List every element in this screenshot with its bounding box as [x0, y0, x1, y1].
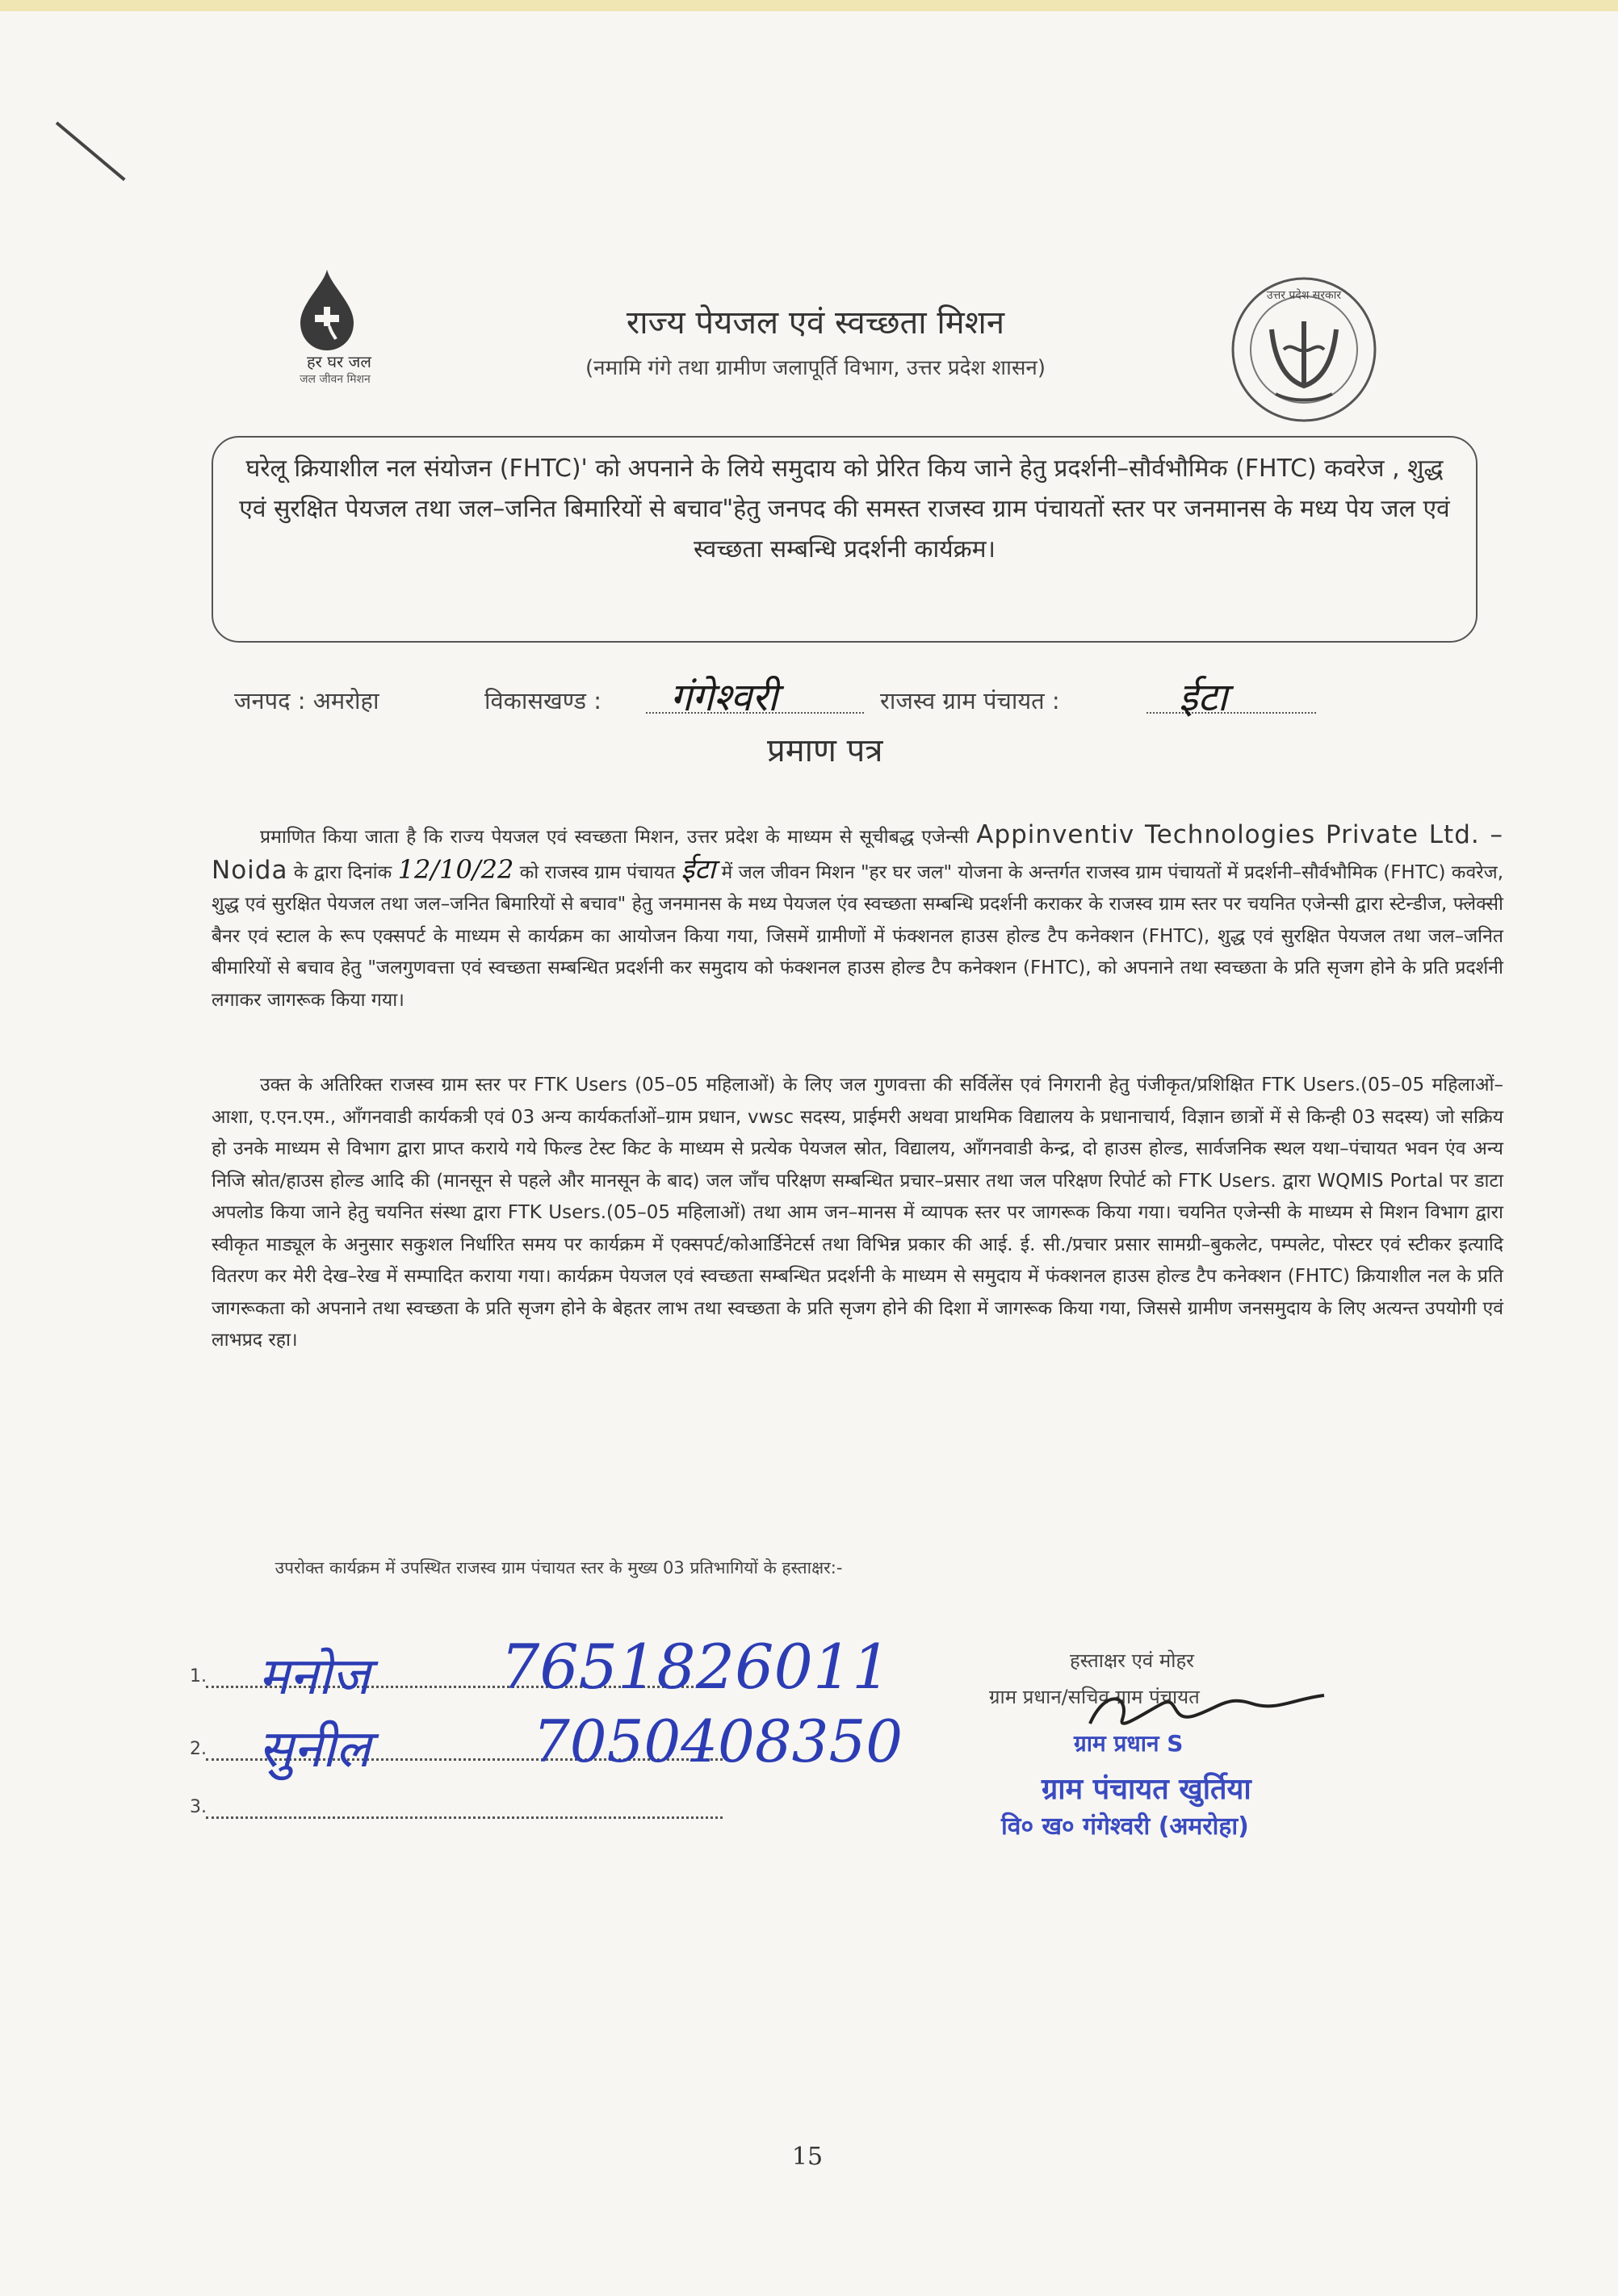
stamp-block: वि० ख० गंगेश्वरी (अमरोहा) [1001, 1812, 1249, 1841]
svg-text:उत्तर प्रदेश सरकार: उत्तर प्रदेश सरकार [1266, 289, 1342, 302]
page-number: 15 [791, 2143, 824, 2171]
certificate-paragraph-2: उक्त के अतिरिक्त राजस्व ग्राम स्तर पर FTK Users (05–05 महिलाओं) के लिए जल गुणवत्ता की सर्विलेंस एवं निगरानी हेतु पंजीकृत/प्रशिक्षित FTK Users.(05–05 महिलाओं–आशा, ए.एन.एम., आँगनवाडी कार्यकत्री एवं 03 अन्य कार्यकर्ताओं–ग्राम प्रधान, vwsc सदस्य, प्राईमरी अथवा प्राथमिक विद्यालय के प्रधानाचार्य, विज्ञान छात्रों में से किन्ही 03 सदस्य) जो सक्रिय हो उनके माध्यम से विभाग द्वारा प्राप्त कराये गये फिल्ड टेस्ट किट के माध्यम से प्रत्येक पेयजल स्रोत, विद्यालय, आँगनवाडी केन्द्र, दो हाउस होल्ड, सार्वजनिक स्थल यथा–पंचायत भवन एंव अन्य निजि स्रोत/हाउस होल्ड आदि की (मानसून से पहले और मानसून के बाद) जल जाँच परिक्षण सम्बन्धित प्रचार–प्रसार तथा जल परिक्षण रिपोर्ट को FTK Users. द्वारा WQMIS Portal पर डाटा अपलोड किया जाने हेतु चयनित संस्था द्वारा FTK Users.(05–05 महिलाओं) तथा आम जन–मानस में व्यापक स्तर पर जागरूक किया गया। चयनित एजेन्सी के माध्यम से मिशन विभाग द्वारा स्वीकृत माड्यूल के अनुसार सकुशल निर्धारित समय पर कार्यक्रम में एक्सपर्ट/कोआर्डिनेटर्स तथा विभिन्न प्रकार की आई. ई. सी./प्रचार प्रसार सामग्री–बुकलेट, पम्पलेट, पोस्टर एवं स्टीकर इत्यादि वितरण कर मेरी देख–रेख में सम्पादित कराया गया। कार्यक्रम पेयजल एवं स्वच्छता सम्बन्धित प्रदर्शनी के माध्यम से समुदाय में फंक्शनल हाउस होल्ड टैप कनेक्शन (FHTC) क्रियाशील नल के प्रति जागरूकता को अपनाने तथा स्वच्छता के प्रति सृजग होने के बेहतर लाभ तथा स्वच्छता के प्रति सृजग होने की दिशा में जागरूक किया गया, जिससे ग्रामीण जनसमुदाय के लिए अत्यन्त उपयोगी एवं लाभप्रद रहा। [212, 1075, 1503, 1351]
mission-title: राज्य पेयजल एवं स्वच्छता मिशन [626, 304, 1005, 341]
mission-subtitle: (नमामि गंगे तथा ग्रामीण जलापूर्ति विभाग, उत्तर प्रदेश शासन) [585, 356, 1046, 380]
panchayat-dotted-line [1146, 685, 1316, 714]
signatory-1-name: मनोज [258, 1647, 370, 1707]
program-description: घरेलू क्रियाशील नल संयोजन (FHTC)' को अपनाने के लिये समुदाय को प्रेरित किय जाने हेतु प्रदर्शनी–सौर्वभौमिक (FHTC) कवरेज , शुद्ध एवं सुरक्षित पेयजल तथा जल–जनित बिमारियों से बचाव"हेतु जनपद की समस्त राजस्व ग्राम पंचायतों स्तर पर जनमानस के मध्य पेय जल एवं स्वच्छता सम्बन्धि प्रदर्शनी कार्यक्रम। [239, 455, 1450, 564]
pen-stroke-mark [56, 121, 126, 181]
stamp-pradhan: ग्राम प्रधान S [1074, 1730, 1184, 1757]
location-fields [226, 685, 1486, 720]
har-ghar-jal-logo [275, 266, 396, 404]
program-village: ईटा [681, 853, 716, 886]
signatory-1-phone: 7651826011 [501, 1631, 891, 1703]
block-label: विकासखण्ड : [484, 687, 602, 714]
program-date: 12/10/22 [397, 853, 514, 885]
agency-name: Appinventiv Technologies Private Ltd. – Noida [212, 820, 1503, 885]
signature-intro: उपरोक्त कार्यक्रम में उपस्थित राजस्व ग्राम पंचायत स्तर के मुख्य 03 प्रतिभागियों के हस्ताक्षर:- [275, 1558, 843, 1577]
up-government-seal [1227, 273, 1381, 426]
panchayat-label: राजस्व ग्राम पंचायत : [880, 687, 1060, 714]
panchayat-handwritten: ईटा [1179, 675, 1228, 720]
district-label: जनपद : अमरोहा [234, 687, 379, 714]
top-paper-edge [0, 0, 1618, 11]
stamp-heading: हस्ताक्षर एवं मोहर [1070, 1649, 1195, 1672]
stamp-designation: ग्राम प्रधान/सचिव ग्राम पंचायत [989, 1686, 1200, 1708]
certificate-paragraph-1: प्रमाणित किया जाता है कि राज्य पेयजल एवं स्वच्छता मिशन, उत्तर प्रदेश के माध्यम से सूचीबद्ध एजेन्सी Appinventiv Technologies Private Ltd. – Noida के द्वारा दिनांक 12/10/22 को राजस्व ग्राम पंचायत ईटा में जल जीवन मिशन "हर घर जल" योजना के अन्तर्गत राजस्व ग्राम पंचायतों में प्रदर्शनी–सौर्वभौमिक (FHTC) कवरेज, शुद्ध एवं सुरक्षित पेयजल तथा जल–जनित बिमारियों से बचाव" हेतु जनमानस के मध्य पेयजल एंव स्वच्छता सम्बन्धि प्रदर्शनी कराकर के राजस्व ग्राम स्तर पर चयनित एजेन्सी द्वारा स्टेन्डीज, फ्लेक्सी बैनर एवं स्टाल के रूप एक्सपर्ट के माध्यम से कार्यक्रम का आयोजन किया गया, जिसमें ग्रामीणों में फंक्शनल हाउस होल्ड टैप कनेक्शन (FHTC), शुद्ध एवं सुरक्षित पेयजल तथा जल–जनित बीमारियों से बचाव हेतु "जलगुणवत्ता एवं स्वच्छता सम्बन्धित प्रदर्शनी कर समुदाय को फंक्शनल हाउस होल्ड टैप कनेक्शन (FHTC), को अपनाने तथा स्वच्छता के प्रति सृजग होने के प्रति प्रदर्शनी लगाकर जागरूक किया गया। [212, 820, 1504, 1011]
stamp-panchayat: ग्राम पंचायत खुर्तिया [1042, 1773, 1251, 1806]
signatory-2-name: सुनील [258, 1720, 371, 1779]
certificate-title: प्रमाण पत्र [767, 732, 883, 769]
logo-subcaption: जल जीवन मिशन [300, 373, 371, 386]
signatory-2-phone: 7050408350 [533, 1707, 903, 1775]
water-drop-icon [291, 266, 363, 355]
block-handwritten: गंगेश्वरी [670, 675, 778, 720]
logo-caption: हर घर जल [307, 352, 371, 371]
